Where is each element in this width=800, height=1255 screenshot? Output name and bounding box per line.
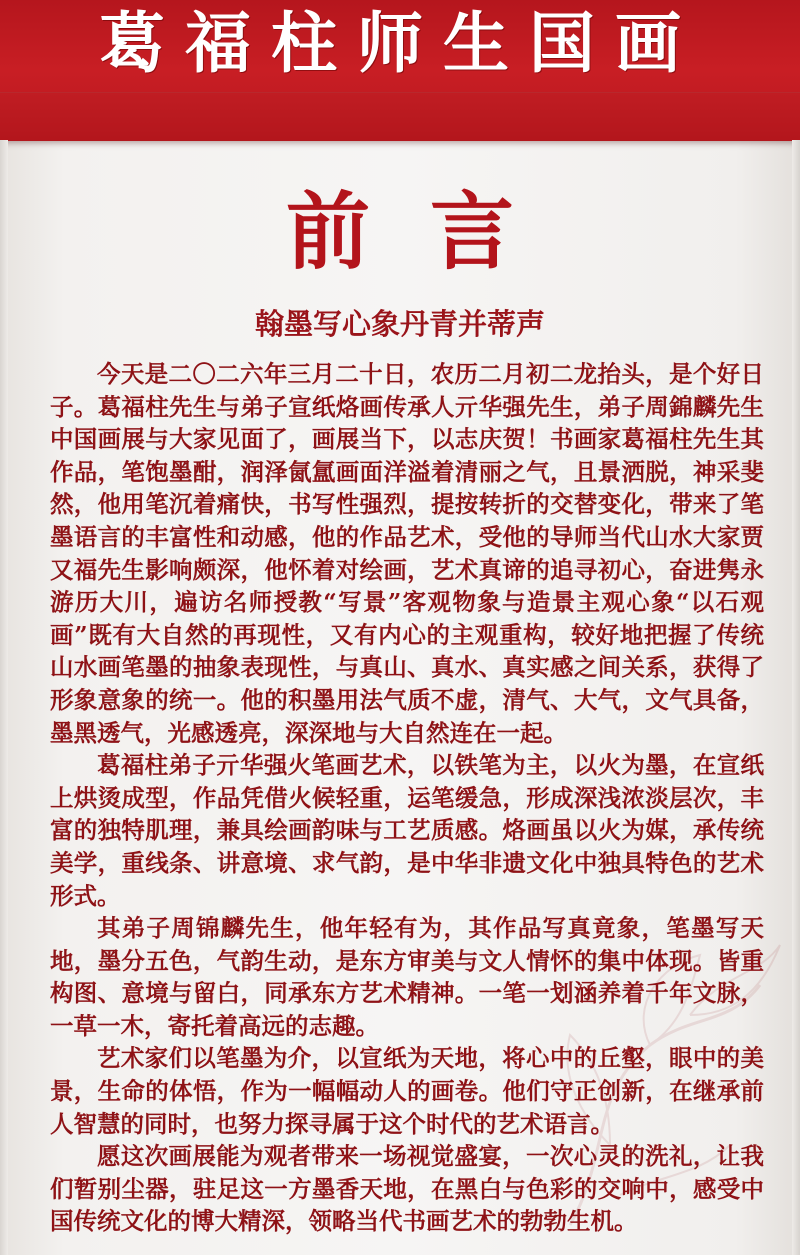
- paragraph-2: 葛福柱弟子亓华强火笔画艺术，以铁笔为主，以火为墨，在宣纸上烘烫成型，作品凭借火候轻重，运笔缓急，形成深浅浓淡层次，丰富的独特肌理，兼具绘画韵味与工艺质感。烙画虽以火为媒，承传统美学，重线条、讲意境、求气韵，是中华非遗文化中独具特色的艺术形式。: [50, 751, 764, 910]
- header-lower-band: [0, 92, 800, 141]
- paragraph-3: 其弟子周锦麟先生，他年轻有为，其作品写真竟象，笔墨写天地，墨分五色，气韵生动，是东方审美与文人情怀的集中体现。皆重构图、意境与留白，同承东方艺术精神。一笔一划涵养着千年文脉，一草一木，寄托着高远的志趣。: [50, 914, 764, 1040]
- exhibition-title: 葛福柱师生国画: [99, 5, 701, 82]
- preface-subtitle: 翰墨写心象丹青并蒂声: [254, 307, 545, 341]
- header-banner: [0, 0, 800, 140]
- paragraph-4: 艺术家们以笔墨为介，以宣纸为天地，将心中的丘壑，眼中的美景，生命的体悟，作为一幅幅动人的画卷。他们守正创新，在继承前人智慧的同时，也努力探寻属于这个时代的艺术语言。: [50, 1044, 764, 1138]
- paragraph-5: 愿这次画展能为观者带来一场视觉盛宴，一次心灵的洗礼，让我们暂别尘器，驻足这一方墨香天地，在黑白与色彩的交响中，感受中国传统文化的博大精深，领略当代书画艺术的勃勃生机。: [50, 1142, 764, 1236]
- preface-heading: 前言: [285, 182, 574, 281]
- preface-body: [50, 358, 764, 1238]
- paragraph-1: 今天是二〇二六年三月二十日，农历二月初二龙抬头，是个好日子。葛福柱先生与弟子宣纸烙画传承人亓华强先生，弟子周錦麟先生中国画展与大家见面了，画展当下，以志庆贺！书画家葛福柱先生其作品，笔饱墨酣，润泽氤氲画面洋溢着清丽之气，且景洒脱，神采斐然，他用笔沉着痛快，书写性强烈，提按转折的交替变化，带来了笔墨语言的丰富性和动感，他的作品艺术，受他的导师当代山水大家贾又福先生影响颇深，他怀着对绘画，艺术真谛的追寻初心，奋进隽永游历大川，遍访名师授教“写景”客观物象与造景主观心象“以石观画”既有大自然的再现性，又有内心的主观重构，较好地把握了传统山水画笔墨的抽象表现性，与真山、真水、真实感之间关系，获得了形象意象的统一。他的积墨用法气质不虚，清气、大气，文气具备，墨黑透气，光感透亮，深深地与大自然连在一起。: [50, 360, 764, 747]
